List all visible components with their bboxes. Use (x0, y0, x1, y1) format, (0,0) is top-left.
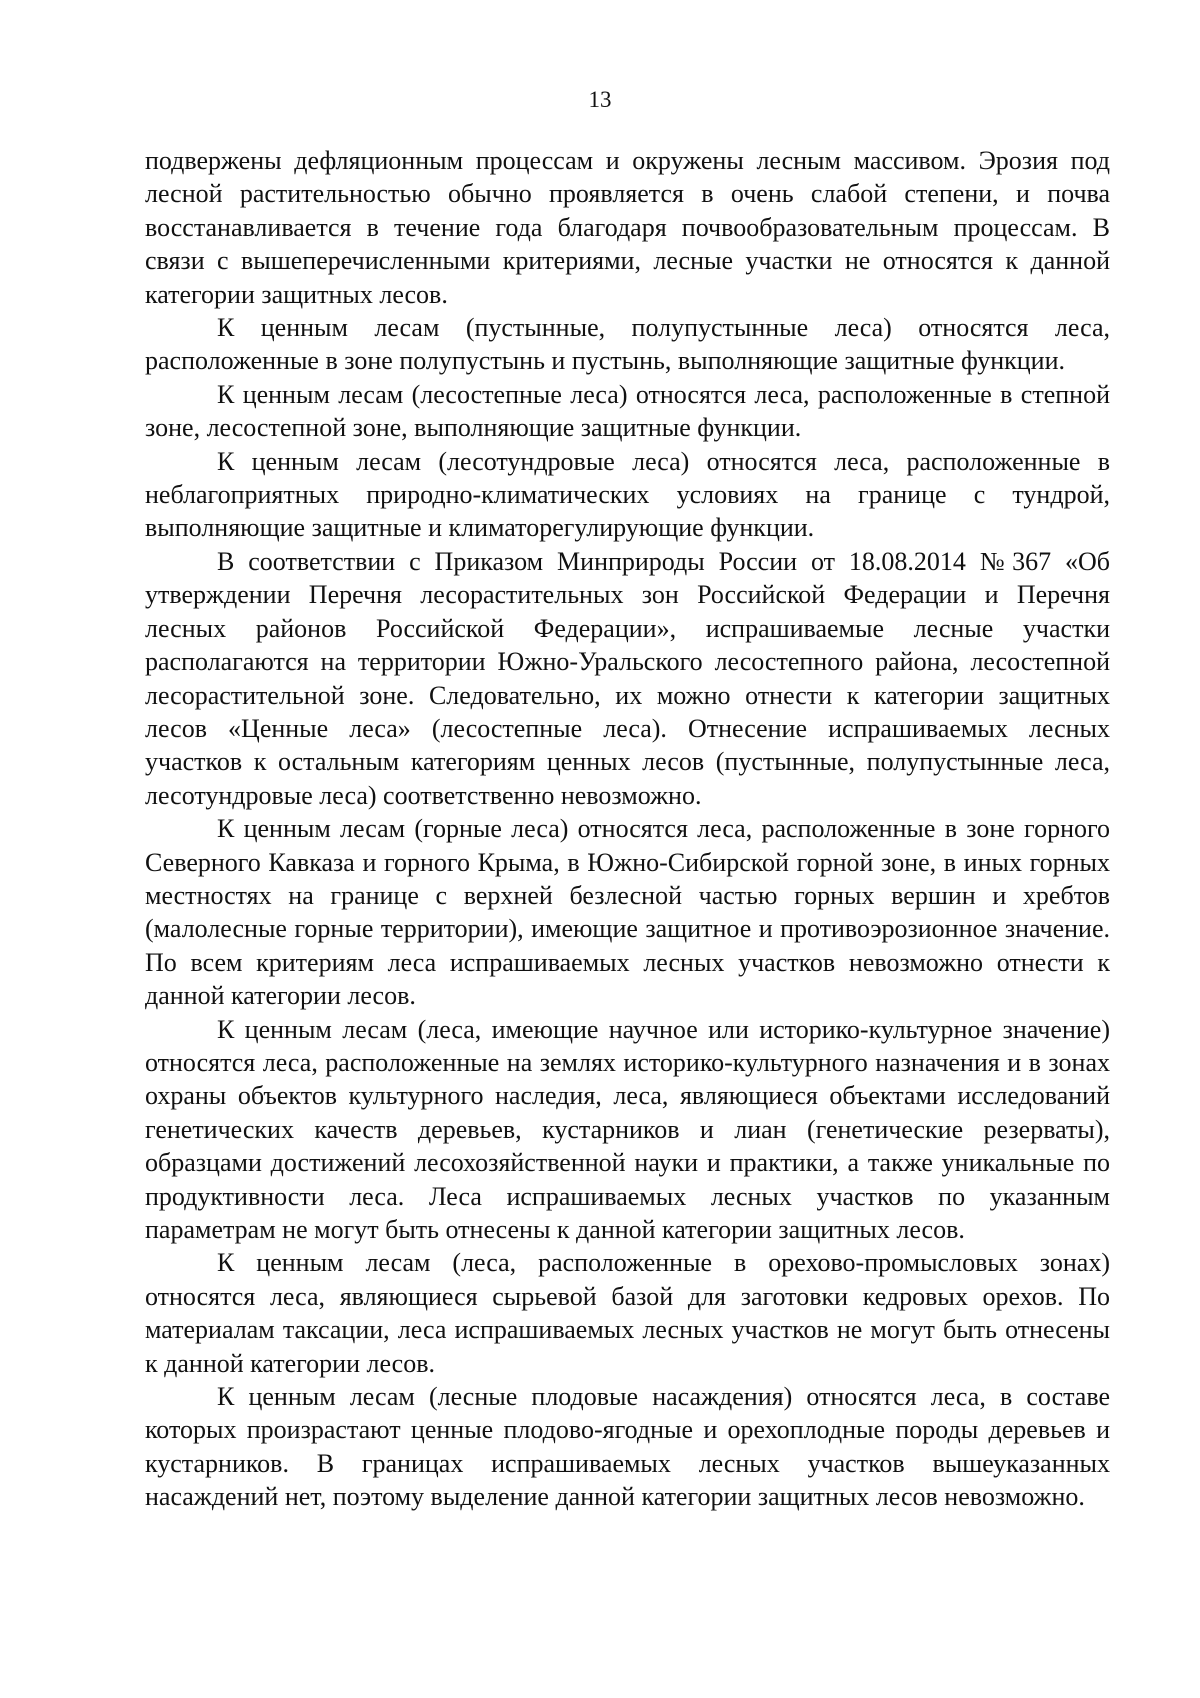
paragraph-mountain-forests: К ценным лесам (горные леса) относятся леса, расположенные в зоне горного Северного Кавказа и горного Крыма, в Южно-Сибирской горной зоне, в иных горных местностях на границе с верхней безлесной частью горных вершин и хребтов (малолесные горные территории), имеющие защитное и противоэрозионное значение. По всем критериям леса испрашиваемых лесных участков невозможно отнести к данной категории лесов. (145, 814, 1110, 1011)
paragraph-desert-forests: К ценным лесам (пустынные, полупустынные леса) относятся леса, расположенные в зоне полупустынь и пустынь, выполняющие защитные функции. (145, 313, 1110, 376)
paragraph-forest-steppe-forests: К ценным лесам (лесостепные леса) относятся леса, расположенные в степной зоне, лесостепной зоне, выполняющие защитные функции. (145, 379, 1110, 443)
paragraph-nut-harvest-forests: К ценным лесам (леса, расположенные в орехово-промысловых зонах) относятся леса, являющиеся сырьевой базой для заготовки кедровых орехов. По материалам таксации, леса испрашиваемых лесных участков не могут быть отнесены к данной категории лесов. (145, 1248, 1110, 1378)
paragraph-fruit-plantations: К ценным лесам (лесные плодовые насаждения) относятся леса, в составе которых произрастают ценные плодово-ягодные и орехоплодные породы деревьев и кустарников. В границах испрашиваемых лесных участков вышеуказанных насаждений нет, поэтому выделение данной категории защитных лесов невозможно. (145, 1382, 1110, 1512)
paragraph-order-reference: В соответствии с Приказом Минприроды России от 18.08.2014 №367 «Об утверждении Перечня лесорастительных зон Российской Федерации и Перечня лесных районов Российской Федерации», испрашиваемые лесные участки располагаются на территории Южно-Уральского лесостепного района, лесостепной лесорастительной зоне. Следовательно, их можно отнести к категории защитных лесов «Ценные леса» (лесостепные леса). Отнесение испрашиваемых лесных участков к остальным категориям ценных лесов (пустынные, полупустынные леса, лесотундровые леса) соответственно невозможно. (145, 546, 1110, 810)
paragraph-continuation: подвержены дефляционным процессам и окружены лесным массивом. Эрозия под лесной растительностью обычно проявляется в очень слабой степени, и почва восстанавливается в течение года благодаря почвообразовательным процессам. В связи с вышеперечисленными критериями, лесные участки не относятся к данной категории защитных лесов. (145, 146, 1110, 309)
paragraph-forest-tundra-forests: К ценным лесам (лесотундровые леса) относятся леса, расположенные в неблагоприятных природно-климатических условиях на границе с тундрой, выполняющие защитные и климаторегулирующие функции. (145, 446, 1110, 543)
document-body (145, 144, 1110, 1514)
paragraph-scientific-cultural-forests: К ценным лесам (леса, имеющие научное или историко-культурное значение) относятся леса, расположенные на землях историко-культурного назначения и в зонах охраны объектов культурного наследия, леса, являющиеся объектами исследований генетических качеств деревьев, кустарников и лиан (генетические резерваты), образцами достижений лесохозяйственной науки и практики, а также уникальные по продуктивности леса. Леса испрашиваемых лесных участков по указанным параметрам не могут быть отнесены к данной категории защитных лесов. (145, 1014, 1110, 1244)
page-number: 13 (588, 87, 612, 112)
